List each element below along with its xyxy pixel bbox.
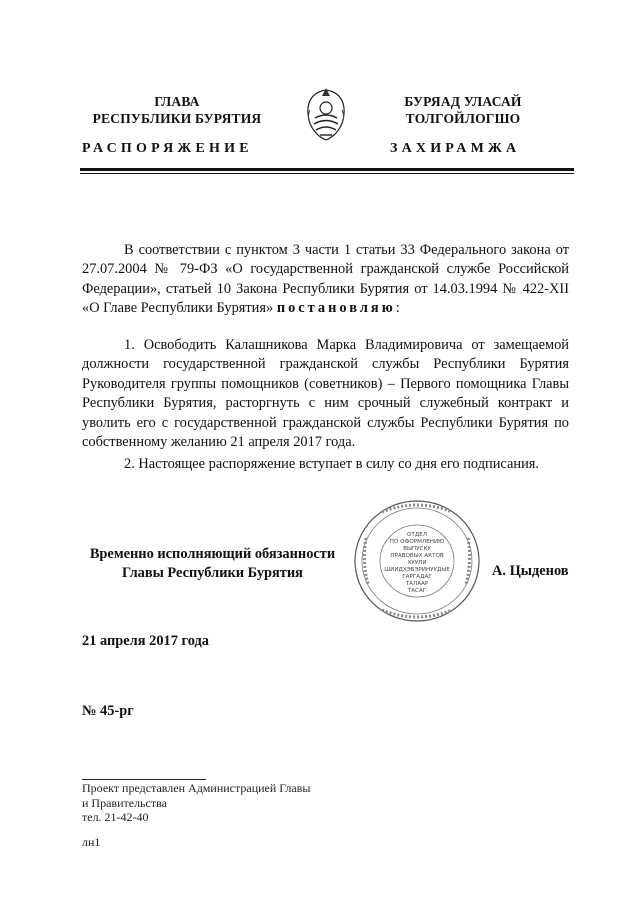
preamble-paragraph [82, 241, 569, 319]
stamp-line5: ХУУЛИ [407, 560, 427, 566]
coat-of-arms-emblem [302, 86, 350, 144]
header-left-line2: РЕСПУБЛИКИ БУРЯТИЯ [92, 111, 262, 126]
header-left [82, 93, 272, 127]
stamp-line3: ВЫПУСКУ [403, 546, 431, 552]
stamp-line8: ТАЛААР [405, 581, 429, 587]
stamp-line9: ТАСАГ [407, 588, 427, 594]
signatory-name: А. Цыденов [492, 563, 569, 579]
header-divider-thin [80, 173, 574, 174]
official-stamp [352, 498, 482, 624]
item-2-paragraph: 2. Настоящее распоряжение вступает в силу со дня его подписания. [124, 456, 539, 472]
signatory-title-line1: Временно исполняющий обязанности [89, 546, 336, 562]
document-number: № 45-рг [82, 703, 134, 719]
header-right-line2: ТОЛГОЙЛОГШО [405, 111, 521, 126]
signatory-title [80, 545, 345, 583]
footer-line2: и Правительства [82, 795, 167, 810]
stamp-line4: ПРАВОВЫХ АКТОВ [390, 553, 444, 559]
signatory-title-line2: Главы Республики Бурятия [122, 565, 303, 581]
header-left-line1: ГЛАВА [154, 94, 200, 109]
order-title-bur: ЗАХИРАМЖА [390, 141, 521, 156]
stamp-line2: ПО ОФОРМЛЕНИЮ [389, 539, 445, 545]
header-right [368, 93, 558, 127]
header-divider-thick [80, 168, 574, 171]
footer-line3: тел. 21-42-40 [82, 810, 149, 824]
stamp-line7: ГАРГАДАГ [402, 574, 432, 580]
item-1-paragraph: 1. Освободить Калашникова Марка Владимировича от замещаемой должности государственной гражданской службы Республики Бурятия Руководителя группы помощников (советников) – Первого помощника Главы Республики Бурятия, расторгнуть с ним срочный служебный контракт и уволить его с государственной гражданской службы Республики Бурятия по собственному желанию 21 апреля 2017 года. [82, 337, 569, 451]
preamble-colon: : [395, 300, 400, 317]
footer-note [82, 781, 310, 825]
order-title-ru: РАСПОРЯЖЕНИЕ [82, 141, 253, 156]
footer-code: лн1 [82, 835, 101, 849]
document-date: 21 апреля 2017 года [82, 633, 209, 649]
footer-divider [82, 779, 206, 780]
preamble-text: В соответствии с пунктом 3 части 1 статьи 33 Федерального закона от 27.07.2004 № 79-ФЗ «О государственной гражданской службе Российской Федерации», статьей 10 Закона Республики Бурятия от 14.03.1994 № 422-XII «О Главе Республики Бурятия» [82, 242, 569, 317]
footer-line1: Проект представлен Администрацией Главы [82, 781, 311, 795]
stamp-line1: ОТДЕЛ [407, 532, 427, 538]
stamp-line6: ШИИДХЭБЭРИНУУДЫЕ [384, 567, 450, 573]
decree-word: постановляю [276, 300, 396, 317]
header-right-line1: БУРЯАД УЛАСАЙ [404, 94, 522, 109]
